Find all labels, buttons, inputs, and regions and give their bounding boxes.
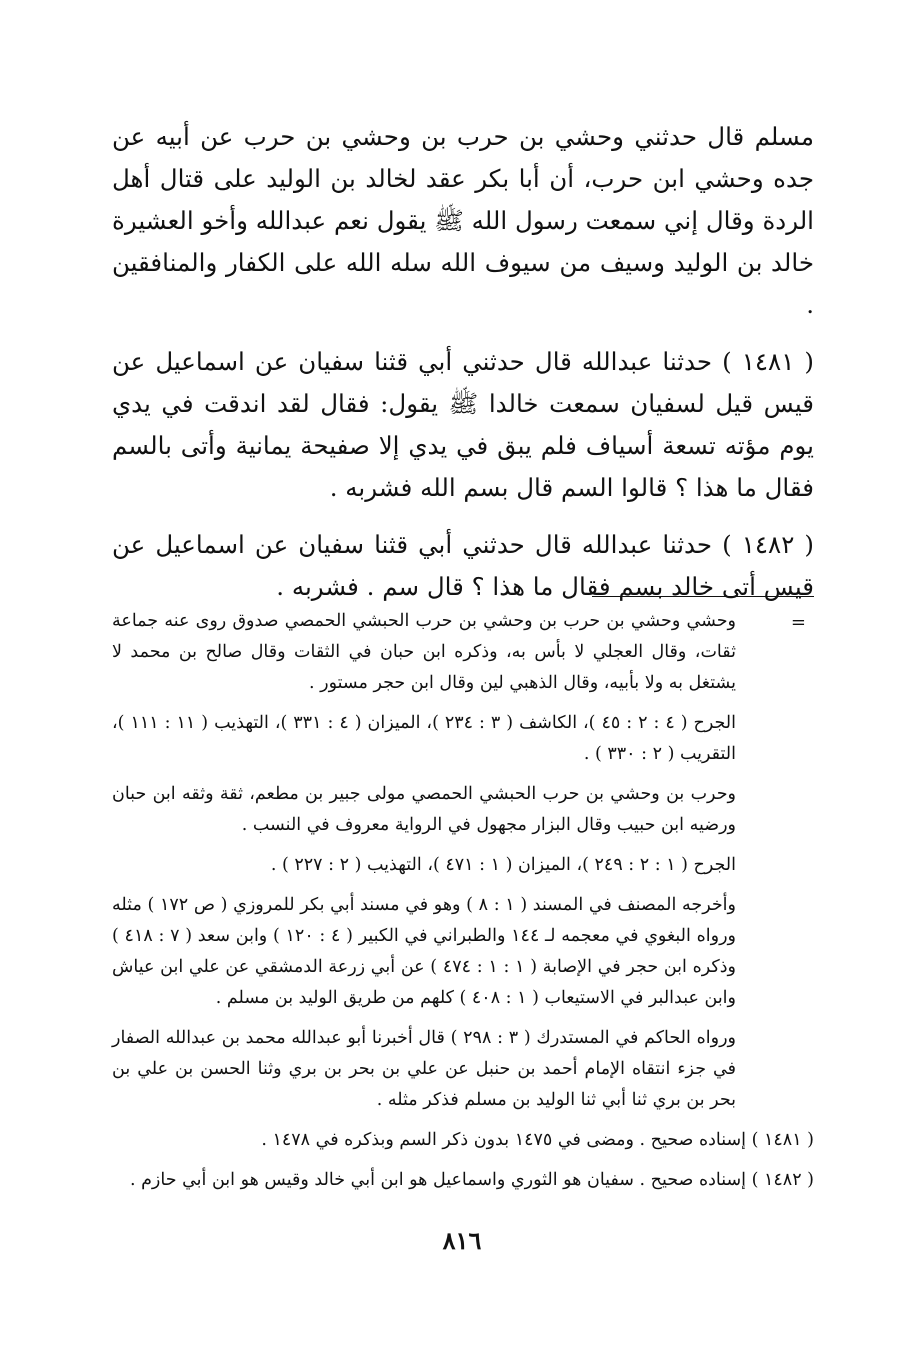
paragraph-hadith-1481: ( ١٤٨١ ) حدثنا عبدالله قال حدثني أبي قثنا سفيان عن اسماعيل عن قيس قيل لسفيان سمعت خالدا ﷺ يقول: فقال لقد اندقت في يدي يوم مؤته تسعة أسياف فلم يبق في يدي إلا صفيحة يمانية وأتى بالسم فقال ما هذا ؟ قالوا السم قال بسم الله فشربه . bbox=[112, 347, 814, 502]
main-text bbox=[112, 116, 814, 623]
footnote-note-1482: ( ١٤٨٢ ) إسناده صحيح . سفيان هو الثوري واسماعيل هو ابن أبي خالد وقيس هو ابن أبي حازم . bbox=[129, 1170, 814, 1190]
footnote-paragraph: ورواه الحاكم في المستدرك ( ٣ : ٢٩٨ ) قال أخبرنا أبو عبدالله محمد بن عبدالله الصفار في جزء انتقاه الإمام أحمد بن حنبل عن علي بن بحر بن بري وثنا الحسن بن علي بن بحر بن بري ثنا أبي ثنا الوليد بن مسلم فذكر مثله . bbox=[112, 1028, 736, 1110]
footnote-paragraph: وحرب بن وحشي بن حرب الحبشي الحمصي مولى جبير بن مطعم، ثقة وثقه ابن حبان ورضيه ابن حبيب وقال البزار مجهول في الرواية معروف في النسب . bbox=[112, 784, 736, 835]
footnotes bbox=[112, 606, 814, 1205]
footnote-paragraph: وحشي وحشي بن حرب بن وحشي بن حرب الحبشي الحمصي صدوق روى عنه جماعة ثقات، وقال العجلي لا بأس به، وذكره ابن حبان في الثقات وقال صالح بن محمد لا يشتغل به ولا بأبيه، وقال الذهبي لين وقال ابن حجر مستور . bbox=[112, 611, 736, 693]
footnote-note-1481: ( ١٤٨١ ) إسناده صحيح . ومضى في ١٤٧٥ بدون ذكر السم وبذكره في ١٤٧٨ . bbox=[261, 1130, 814, 1150]
footnote-paragraph: الجرح ( ١ : ٢ : ٢٤٩ )، الميزان ( ١ : ٤٧١ )، التهذيب ( ٢ : ٢٢٧ ) . bbox=[270, 855, 736, 875]
footnote-paragraph: الجرح ( ٤ : ٢ : ٤٥ )، الكاشف ( ٣ : ٢٣٤ )، الميزان ( ٤ : ٣٣١ )، التهذيب ( ١١ : ١١١ )، التقريب ( ٢ : ٣٣٠ ) . bbox=[112, 713, 737, 764]
footnote-continuation-block bbox=[112, 606, 814, 1116]
continuation-mark: = bbox=[790, 612, 806, 633]
footnote-separator bbox=[592, 596, 814, 597]
paragraph-continuation: مسلم قال حدثني وحشي بن حرب بن وحشي بن حرب عن أبيه عن جده وحشي ابن حرب، أن أبا بكر عقد لخالد بن الوليد على قتال أهل الردة وقال إني سمعت رسول الله ﷺ يقول نعم عبدالله وأخو العشيرة خالد بن الوليد وسيف من سيوف الله سله الله على الكفار والمنافقين . bbox=[112, 122, 814, 319]
footnote-paragraph: وأخرجه المصنف في المسند ( ١ : ٨ ) وهو في مسند أبي بكر للمروزي ( ص ١٧٢ ) مثله ورواه البغوي في معجمه لـ ١٤٤ والطبراني في الكبير ( ٤ : ١٢٠ ) وابن سعد ( ٧ : ٤١٨ ) وذكره ابن حجر في الإصابة ( ١ : ١ : ٤٧٤ ) عن أبي زرعة الدمشقي عن علي ابن عياش وابن عبدالبر في الاستيعاب ( ١ : ٤٠٨ ) كلهم من طريق الوليد بن مسلم . bbox=[112, 895, 736, 1008]
paragraph-hadith-1482: ( ١٤٨٢ ) حدثنا عبدالله قال حدثني أبي قثنا سفيان عن اسماعيل عن قيس أتى خالد بسم فقال ما هذا ؟ قال سم . فشربه . bbox=[112, 530, 814, 601]
page-number: ٨١٦ bbox=[442, 1226, 482, 1255]
